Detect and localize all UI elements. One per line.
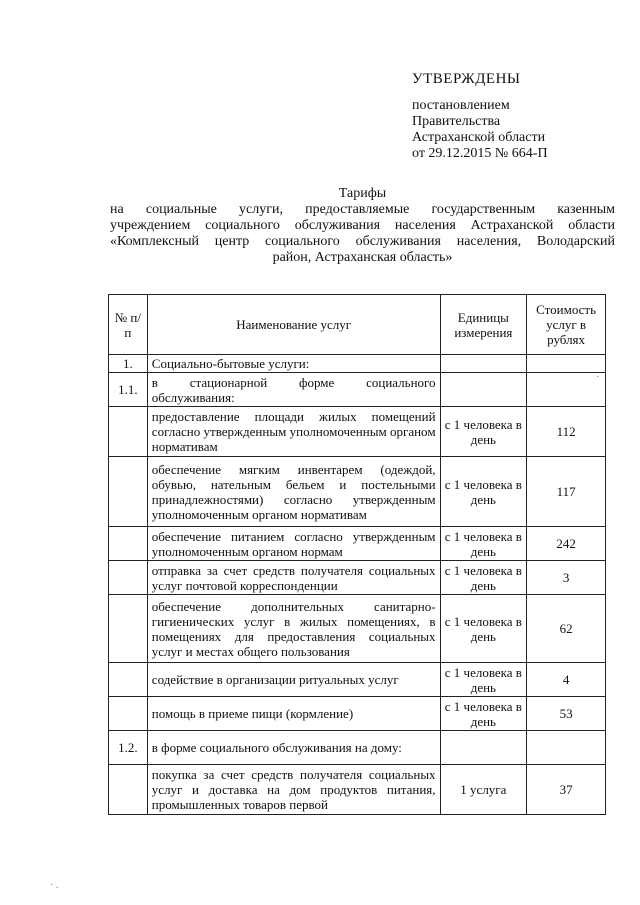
title-word: Тарифы xyxy=(338,186,387,201)
unit-of-measure: с 1 человека в день xyxy=(440,561,527,595)
row-number xyxy=(109,457,148,527)
header-unit: Единицы измерения xyxy=(440,295,527,355)
header-num: № п/п xyxy=(109,295,148,355)
service-name: обеспечение питанием согласно утвержденным уполномоченным органом нормам xyxy=(147,527,440,561)
approval-line: Правительства xyxy=(412,114,501,129)
table-row xyxy=(109,457,606,527)
table-row xyxy=(109,561,606,595)
service-name: в стационарной форме социального обслуживания: xyxy=(147,373,440,407)
row-number xyxy=(109,663,148,697)
row-number: 1.2. xyxy=(109,731,148,765)
unit-of-measure: с 1 человека в день xyxy=(440,407,527,457)
table-row xyxy=(109,595,606,663)
header-cost: Стоимость услуг в рублях xyxy=(527,295,606,355)
approval-heading: УТВЕРЖДЕНЫ xyxy=(412,71,521,87)
service-cost: 112 xyxy=(527,407,606,457)
service-cost: 53 xyxy=(527,697,606,731)
service-cost: 3 xyxy=(527,561,606,595)
service-name: содействие в организации ритуальных услуг xyxy=(147,663,440,697)
table-row xyxy=(109,765,606,815)
approval-line: постановлением xyxy=(412,98,510,113)
service-cost xyxy=(527,731,606,765)
title-line: район, Астраханская область» xyxy=(272,250,453,265)
table-row xyxy=(109,663,606,697)
row-number: 1.1. xyxy=(109,373,148,407)
service-cost: 117 xyxy=(527,457,606,527)
table-row xyxy=(109,731,606,765)
unit-of-measure: с 1 человека в день xyxy=(440,697,527,731)
unit-of-measure: с 1 человека в день xyxy=(440,663,527,697)
unit-of-measure xyxy=(440,355,527,373)
row-number: 1. xyxy=(109,355,148,373)
document-title xyxy=(110,186,615,266)
table-row xyxy=(109,373,606,407)
title-line: учреждением социального обслуживания населения Астраханской области xyxy=(110,218,615,233)
table-row xyxy=(109,527,606,561)
service-cost: 4 xyxy=(527,663,606,697)
service-name: Социально-бытовые услуги: xyxy=(147,355,440,373)
table-header-row xyxy=(109,295,606,355)
table-row xyxy=(109,697,606,731)
service-cost: 62 xyxy=(527,595,606,663)
service-cost xyxy=(527,373,606,407)
table-row xyxy=(109,407,606,457)
row-number xyxy=(109,561,148,595)
service-name: обеспечение дополнительных санитарно-гигиенических услуг в жилых помещениях, в помещениях для предоставления социальных услуг и местах общего пользования xyxy=(147,595,440,663)
tariffs-table xyxy=(108,294,606,815)
approval-date-number: от 29.12.2015 № 664-П xyxy=(412,146,548,161)
header-name: Наименование услуг xyxy=(147,295,440,355)
table-row xyxy=(109,355,606,373)
title-line: на социальные услуги, предоставляемые государственным казенным xyxy=(110,202,615,217)
row-number xyxy=(109,765,148,815)
row-number xyxy=(109,527,148,561)
service-name: предоставление площади жилых помещений согласно утвержденным уполномоченным органом нормативам xyxy=(147,407,440,457)
unit-of-measure: с 1 человека в день xyxy=(440,595,527,663)
service-name: обеспечение мягким инвентарем (одеждой, обувью, нательным бельем и постельными принадлежностями) согласно утвержденным уполномоченным органом нормативам xyxy=(147,457,440,527)
unit-of-measure xyxy=(440,373,527,407)
service-cost: 37 xyxy=(527,765,606,815)
service-cost xyxy=(527,355,606,373)
unit-of-measure: с 1 человека в день xyxy=(440,527,527,561)
row-number xyxy=(109,407,148,457)
scan-speck: · . xyxy=(50,880,59,891)
service-name: в форме социального обслуживания на дому: xyxy=(147,731,440,765)
row-number xyxy=(109,697,148,731)
scan-speck: · xyxy=(596,372,600,383)
approval-line: Астраханской области xyxy=(412,130,546,145)
unit-of-measure: с 1 человека в день xyxy=(440,457,527,527)
approval-block xyxy=(412,98,548,162)
unit-of-measure: 1 услуга xyxy=(440,765,527,815)
row-number xyxy=(109,595,148,663)
title-line: «Комплексный центр социального обслуживания населения, Володарский xyxy=(110,234,615,249)
unit-of-measure xyxy=(440,731,527,765)
service-name: помощь в приеме пищи (кормление) xyxy=(147,697,440,731)
service-cost: 242 xyxy=(527,527,606,561)
service-name: отправка за счет средств получателя социальных услуг почтовой корреспонденции xyxy=(147,561,440,595)
service-name: покупка за счет средств получателя социальных услуг и доставка на дом продуктов питания, промышленных товаров первой xyxy=(147,765,440,815)
